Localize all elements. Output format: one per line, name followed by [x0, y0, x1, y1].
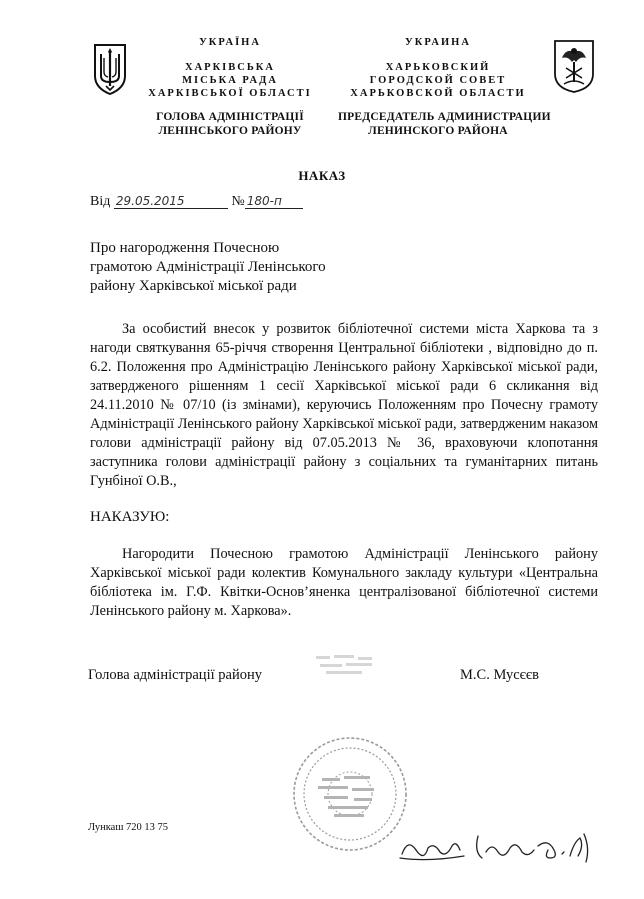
council-line: ХАРКІВСЬКА [184, 62, 275, 73]
office-line: ПРЕДСЕДАТЕЛЬ АДМИНИСТРАЦИИ [338, 111, 551, 123]
executor-note: Лункаш 720 13 75 [88, 822, 169, 833]
kharkiv-coat-of-arms-icon [552, 38, 596, 94]
council-line: ХАРЬКОВСКОЙ ОБЛАСТИ [350, 88, 526, 99]
decree-heading: НАКАЗУЮ: [90, 509, 170, 525]
signatory-name: М.С. Мусєєв [460, 667, 539, 683]
decree-paragraph: Нагородити Почесною грамотою Адміністрації Ленінського району Харківської міської ради колектив Комунального закладу культури «Центральна бібліотека ім. Г.Ф. Квітки-Основ’яненка централізованої бібліотечної системи Ленінського району м. Харкова». [90, 546, 598, 619]
letterhead [92, 36, 572, 144]
subject-line: району Харківської міської ради [90, 278, 297, 294]
order-number: 180-п [245, 194, 303, 209]
subject-line: грамотою Адміністрації Ленінського [90, 259, 326, 275]
trident-emblem-icon [92, 42, 128, 96]
order-date: 29.05.2015 [114, 194, 228, 209]
order-subject [90, 239, 350, 296]
council-line: МІСЬКА РАДА [182, 75, 278, 86]
council-line: ХАРЬКОВСКИЙ [385, 62, 491, 73]
handwritten-signature-icon [398, 828, 598, 868]
official-stamp-icon [284, 734, 416, 854]
office-title [338, 110, 551, 138]
office-line: ЛЕНІНСЬКОГО РАЙОНУ [158, 125, 302, 137]
country-name: УКРАЇНА [199, 37, 261, 48]
council-line: ГОРОДСКОЙ СОВЕТ [369, 75, 507, 86]
office-line: ЛЕНИНСКОГО РАЙОНА [368, 125, 508, 137]
letterhead-ukrainian [140, 36, 320, 138]
subject-line: Про нагородження Почесною [90, 240, 280, 256]
signatory-role: Голова адміністрації району [88, 667, 262, 683]
letterhead-russian [338, 36, 551, 138]
office-line: ГОЛОВА АДМІНІСТРАЦІЇ [156, 111, 304, 123]
order-reference [90, 194, 303, 210]
faint-scan-mark [312, 652, 378, 678]
number-label: № [231, 194, 245, 209]
preamble-paragraph: За особистий внесок у розвиток бібліотечної системи міста Харкова та з нагоди святкування 65-річчя створення Центральної бібліотеки , відповідно до п. 6.2. Положення про Адміністрацію Ленінського району Харківської міської ради, затвердженого рішенням 1 сесії Харківської міської ради 6 скликання від 24.11.2010 № 07/10 (із змінами), керуючись Положенням про Почесну грамоту Адміністрації Ленінського району Харківської міської ради, затвердженим наказом голови адміністрації району від 07.05.2013 № 36, враховуючи клопотання заступника голови адміністрації району з соціальних та гуманітарних питань Гунбіної О.В., [90, 321, 598, 489]
office-title [140, 110, 320, 138]
country-name: УКРАИНА [405, 37, 471, 48]
council-line: ХАРКІВСЬКОЇ ОБЛАСТІ [148, 88, 312, 99]
date-label: Від [90, 194, 111, 209]
document-type: НАКАЗ [298, 168, 346, 183]
